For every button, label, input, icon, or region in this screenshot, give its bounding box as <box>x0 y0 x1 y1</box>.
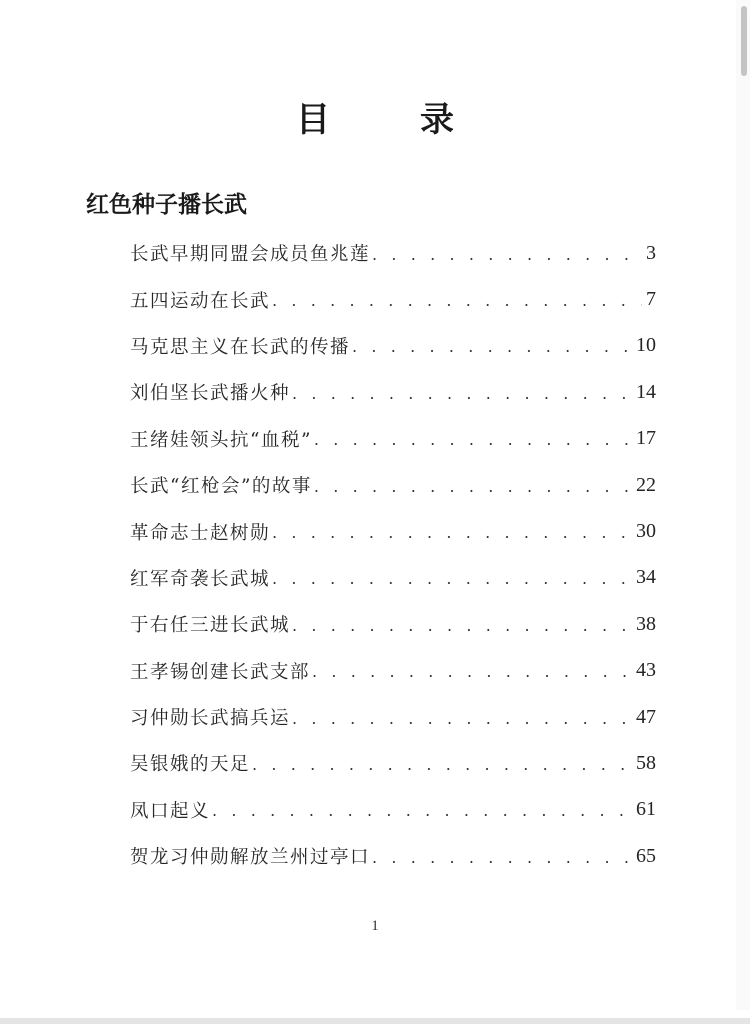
toc-entry[interactable] <box>130 787 656 833</box>
dot-leader <box>372 245 642 264</box>
toc-entry-title: 习仲勋长武搞兵运 <box>130 708 291 730</box>
toc-entry-page: 58 <box>636 751 656 774</box>
dot-leader <box>372 848 632 867</box>
toc-entry[interactable] <box>130 276 656 322</box>
toc-entry-title: 长武“红枪会”的故事 <box>130 476 312 498</box>
toc-entry-page: 43 <box>636 659 656 682</box>
toc-entry-page: 61 <box>636 798 656 821</box>
toc-entry-title: 王孝锡创建长武支部 <box>130 661 311 683</box>
toc-entry[interactable] <box>130 555 656 601</box>
dot-leader <box>272 523 632 542</box>
toc-entry-page: 38 <box>636 612 656 635</box>
toc-entry-title: 红军奇袭长武城 <box>130 568 271 590</box>
dot-leader <box>272 569 632 588</box>
toc-entry-page: 47 <box>636 705 656 728</box>
toc-entry-page: 7 <box>646 288 656 311</box>
toc-entry[interactable] <box>130 508 656 554</box>
dot-leader <box>212 801 632 820</box>
toc-entry-title: 王绪娃领头抗“血税” <box>130 429 312 451</box>
toc-entry-title: 贺龙习仲勋解放兰州过亭口 <box>130 847 371 869</box>
toc-entry[interactable] <box>130 601 656 647</box>
dot-leader <box>352 337 632 356</box>
dot-leader <box>314 430 632 449</box>
dot-leader <box>292 709 632 728</box>
dot-leader <box>312 662 632 681</box>
toc-entry-title: 马克思主义在长武的传播 <box>130 336 351 358</box>
toc-entry[interactable] <box>130 740 656 786</box>
toc-entry-title: 于右任三进长武城 <box>130 615 291 637</box>
toc-entry[interactable] <box>130 648 656 694</box>
vertical-scrollbar[interactable] <box>736 0 750 1010</box>
toc-entry-title: 革命志士赵树勋 <box>130 522 271 544</box>
toc-entry-page: 3 <box>646 241 656 264</box>
toc-entry-title: 长武早期同盟会成员鱼兆莲 <box>130 244 371 266</box>
page-number: 1 <box>371 918 379 934</box>
toc-entry-page: 34 <box>636 566 656 589</box>
dot-leader <box>292 384 632 403</box>
dot-leader <box>314 477 632 496</box>
toc-entry-title: 凤口起义 <box>130 800 211 822</box>
dot-leader <box>292 616 632 635</box>
toc-entry-page: 14 <box>636 380 656 403</box>
toc-entry[interactable] <box>130 833 656 879</box>
toc-entry-page: 65 <box>636 844 656 867</box>
toc-entry-page: 10 <box>636 334 656 357</box>
toc-entry[interactable] <box>130 369 656 415</box>
dot-leader <box>272 291 642 310</box>
toc-entry[interactable] <box>130 694 656 740</box>
toc-entry-title: 五四运动在长武 <box>130 290 271 312</box>
horizontal-scrollbar[interactable] <box>0 1018 750 1024</box>
toc-entry-title: 吴银娥的天足 <box>130 754 251 776</box>
toc-entry[interactable] <box>130 462 656 508</box>
dot-leader <box>252 755 632 774</box>
toc-entry-page: 30 <box>636 520 656 543</box>
toc-entry[interactable] <box>130 416 656 462</box>
toc-entry[interactable] <box>130 323 656 369</box>
toc-entry-title: 刘伯坚长武播火种 <box>130 383 291 405</box>
scrollbar-thumb[interactable] <box>741 6 747 76</box>
table-of-contents <box>130 230 656 879</box>
section-title: 红色种子播长武 <box>86 192 247 218</box>
toc-entry-page: 22 <box>636 473 656 496</box>
page-title: 目 录 <box>296 100 482 140</box>
toc-entry-page: 17 <box>636 427 656 450</box>
toc-entry[interactable] <box>130 230 656 276</box>
